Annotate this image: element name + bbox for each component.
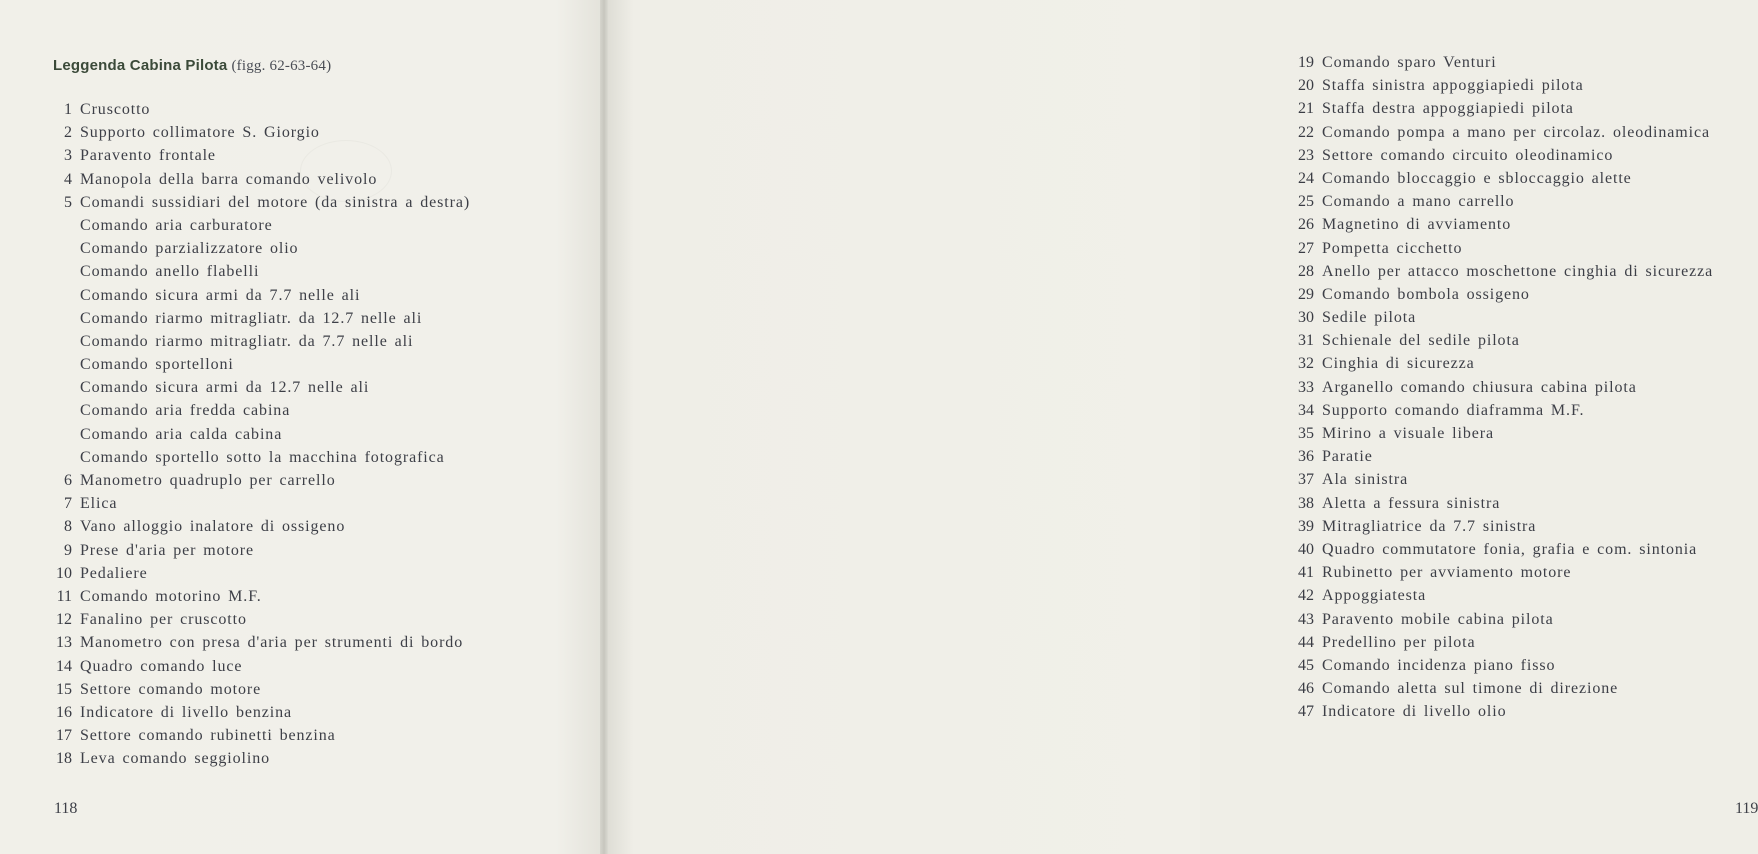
legend-item bbox=[1282, 561, 1713, 584]
legend-item bbox=[1282, 677, 1713, 700]
legend-item-number: 19 bbox=[1298, 54, 1314, 71]
legend-item-text: Cinghia di sicurezza bbox=[1322, 355, 1475, 373]
legend-item bbox=[1282, 329, 1713, 352]
legend-item-text: Settore comando motore bbox=[80, 680, 262, 698]
legend-item bbox=[1282, 700, 1713, 723]
legend-item-number: 3 bbox=[64, 147, 72, 165]
legend-item bbox=[1282, 515, 1713, 538]
legend-item bbox=[44, 168, 470, 191]
legend-item-number: 7 bbox=[64, 495, 72, 513]
legend-item bbox=[1282, 584, 1713, 607]
legend-item-number: 46 bbox=[1298, 680, 1314, 698]
legend-item bbox=[1282, 445, 1713, 468]
legend-item-text: Comando pompa a mano per circolaz. oleodinamica bbox=[1322, 123, 1710, 141]
legend-item-text: Manopola della barra comando velivolo bbox=[80, 170, 378, 188]
legend-item bbox=[44, 399, 470, 422]
legend-list-left bbox=[44, 98, 470, 770]
page-number-left: 118 bbox=[54, 800, 78, 817]
legend-item-text: Comando incidenza piano fisso bbox=[1322, 656, 1556, 674]
legend-item-number: 36 bbox=[1298, 448, 1314, 466]
legend-item-text: Elica bbox=[80, 495, 118, 513]
legend-item bbox=[1282, 631, 1713, 654]
legend-item-number: 4 bbox=[64, 170, 72, 188]
legend-item bbox=[1282, 237, 1713, 260]
legend-item bbox=[44, 191, 470, 214]
legend-item bbox=[44, 260, 470, 283]
legend-item-number: 8 bbox=[64, 518, 72, 536]
legend-item bbox=[44, 307, 470, 330]
legend-item-text: Staffa sinistra appoggiapiedi pilota bbox=[1322, 77, 1584, 95]
legend-item-text: Magnetino di avviamento bbox=[1322, 216, 1512, 234]
legend-item-text: Comandi sussidiari del motore (da sinistra a destra) bbox=[80, 193, 471, 211]
legend-item bbox=[1282, 654, 1713, 677]
legend-item-text: Quadro commutatore fonia, grafia e com. sintonia bbox=[1322, 540, 1698, 558]
legend-heading bbox=[53, 57, 331, 75]
legend-item-number: 35 bbox=[1298, 425, 1314, 442]
legend-item-text: Fanalino per cruscotto bbox=[80, 611, 247, 629]
legend-item bbox=[44, 469, 470, 492]
legend-item-text: Prese d'aria per motore bbox=[80, 541, 254, 559]
legend-item-number: 12 bbox=[56, 611, 72, 629]
legend-item-number: 22 bbox=[1298, 123, 1314, 141]
legend-item-number: 41 bbox=[1298, 564, 1314, 582]
legend-item bbox=[44, 353, 470, 376]
legend-item-number: 33 bbox=[1298, 378, 1314, 396]
legend-item-text: Indicatore di livello benzina bbox=[80, 703, 293, 721]
legend-item-number: 23 bbox=[1298, 146, 1314, 164]
legend-item bbox=[1282, 608, 1713, 631]
legend-item-text: Settore comando circuito oleodinamico bbox=[1322, 146, 1614, 164]
legend-item-text: Manometro con presa d'aria per strumenti di bordo bbox=[80, 634, 464, 652]
legend-item bbox=[1282, 74, 1713, 97]
legend-item-text: Comando bombola ossigeno bbox=[1322, 285, 1530, 303]
legend-item-number: 21 bbox=[1298, 100, 1314, 118]
legend-item-text: Mirino a visuale libera bbox=[1322, 425, 1494, 442]
legend-item bbox=[1282, 167, 1713, 190]
legend-item-text: Comando aria carburatore bbox=[80, 216, 273, 234]
legend-item bbox=[1282, 306, 1713, 329]
legend-item-text: Settore comando rubinetti benzina bbox=[80, 727, 336, 745]
right-page bbox=[604, 0, 1758, 854]
legend-item-text: Arganello comando chiusura cabina pilota bbox=[1322, 378, 1637, 396]
legend-item-text: Comando a mano carrello bbox=[1322, 193, 1515, 211]
legend-item bbox=[44, 121, 470, 144]
legend-item-text: Paravento mobile cabina pilota bbox=[1322, 610, 1554, 628]
legend-item-number: 24 bbox=[1298, 169, 1314, 187]
legend-item bbox=[1282, 422, 1713, 445]
legend-item bbox=[44, 446, 470, 469]
legend-item bbox=[44, 747, 470, 770]
legend-item-text: Anello per attacco moschettone cinghia di sicurezza bbox=[1322, 262, 1714, 280]
book-gutter bbox=[600, 0, 608, 854]
legend-item-number: 42 bbox=[1298, 587, 1314, 605]
legend-item bbox=[1282, 352, 1713, 375]
legend-item bbox=[44, 655, 470, 678]
legend-item-text: Quadro comando luce bbox=[80, 657, 243, 675]
legend-item-text: Comando sportello sotto la macchina fotografica bbox=[80, 448, 445, 466]
legend-item-text: Ala sinistra bbox=[1322, 471, 1409, 489]
legend-item-number: 16 bbox=[56, 703, 72, 721]
legend-item-number: 45 bbox=[1298, 656, 1314, 674]
legend-item-text: Comando aria fredda cabina bbox=[80, 402, 291, 420]
legend-item-text: Predellino per pilota bbox=[1322, 633, 1476, 651]
legend-item bbox=[44, 284, 470, 307]
legend-item bbox=[44, 214, 470, 237]
legend-item-number: 37 bbox=[1298, 471, 1314, 489]
legend-item-text: Comando sportelloni bbox=[80, 356, 234, 374]
legend-item bbox=[1282, 538, 1713, 561]
legend-item-text: Indicatore di livello olio bbox=[1322, 703, 1507, 721]
legend-item-number: 18 bbox=[56, 750, 72, 768]
legend-item-number: 14 bbox=[56, 657, 72, 675]
legend-item-number: 32 bbox=[1298, 355, 1314, 373]
legend-item-number: 5 bbox=[64, 193, 72, 211]
legend-item-text: Pompetta cicchetto bbox=[1322, 239, 1463, 257]
legend-item-number: 13 bbox=[56, 634, 72, 652]
legend-item-number: 11 bbox=[56, 587, 72, 605]
legend-item-number: 1 bbox=[64, 101, 72, 118]
legend-item bbox=[44, 585, 470, 608]
legend-item bbox=[1282, 260, 1713, 283]
legend-item-number: 25 bbox=[1298, 193, 1314, 211]
legend-item-text: Vano alloggio inalatore di ossigeno bbox=[80, 518, 346, 536]
legend-item bbox=[1282, 283, 1713, 306]
page-number-right: 119 bbox=[1735, 800, 1758, 817]
legend-item-text: Comando parzializzatore olio bbox=[80, 240, 299, 258]
legend-item bbox=[44, 98, 470, 121]
legend-item-text: Appoggiatesta bbox=[1322, 587, 1427, 605]
legend-item-number: 40 bbox=[1298, 540, 1314, 558]
legend-item bbox=[1282, 121, 1713, 144]
legend-item-text: Manometro quadruplo per carrello bbox=[80, 472, 336, 489]
legend-item bbox=[44, 423, 470, 446]
legend-item bbox=[1282, 190, 1713, 213]
legend-item bbox=[44, 376, 470, 399]
legend-item bbox=[1282, 144, 1713, 167]
legend-item bbox=[44, 144, 470, 167]
legend-item bbox=[44, 724, 470, 747]
legend-item bbox=[1282, 468, 1713, 491]
legend-item-text: Pedaliere bbox=[80, 564, 148, 582]
legend-figures-ref: (figg. 62-63-64) bbox=[231, 58, 332, 74]
legend-item-text: Comando sicura armi da 7.7 nelle ali bbox=[80, 286, 361, 304]
legend-item-text: Schienale del sedile pilota bbox=[1322, 332, 1520, 350]
legend-item-number: 15 bbox=[56, 680, 72, 698]
legend-item-text: Cruscotto bbox=[80, 101, 151, 118]
legend-item-number: 26 bbox=[1298, 216, 1314, 234]
legend-item-number: 27 bbox=[1298, 239, 1314, 257]
legend-item bbox=[1282, 492, 1713, 515]
legend-item-number: 2 bbox=[64, 124, 72, 142]
legend-item-number: 6 bbox=[64, 472, 72, 489]
legend-item-text: Mitragliatrice da 7.7 sinistra bbox=[1322, 517, 1537, 535]
legend-item-text: Comando sicura armi da 12.7 nelle ali bbox=[80, 379, 370, 397]
legend-item bbox=[1282, 97, 1713, 120]
legend-item bbox=[44, 631, 470, 654]
legend-item-text: Aletta a fessura sinistra bbox=[1322, 494, 1501, 512]
legend-item bbox=[1282, 51, 1713, 74]
legend-item-text: Staffa destra appoggiapiedi pilota bbox=[1322, 100, 1574, 118]
legend-item-number: 17 bbox=[56, 727, 72, 745]
legend-item-number: 44 bbox=[1298, 633, 1314, 651]
legend-item bbox=[44, 330, 470, 353]
legend-item-text: Comando aria calda cabina bbox=[80, 425, 283, 443]
legend-item bbox=[44, 237, 470, 260]
legend-item-text: Supporto collimatore S. Giorgio bbox=[80, 124, 320, 142]
legend-item-number: 31 bbox=[1298, 332, 1314, 350]
legend-item-number: 29 bbox=[1298, 285, 1314, 303]
legend-item-text: Comando sparo Venturi bbox=[1322, 54, 1497, 71]
legend-item-number: 20 bbox=[1298, 77, 1314, 95]
legend-item-number: 47 bbox=[1298, 703, 1314, 721]
legend-item-number: 43 bbox=[1298, 610, 1314, 628]
legend-item bbox=[44, 539, 470, 562]
legend-item-number: 30 bbox=[1298, 309, 1314, 327]
legend-item bbox=[1282, 376, 1713, 399]
legend-item bbox=[1282, 213, 1713, 236]
legend-item-number: 10 bbox=[56, 564, 72, 582]
legend-item-text: Comando motorino M.F. bbox=[80, 587, 262, 605]
legend-item-text: Rubinetto per avviamento motore bbox=[1322, 564, 1572, 582]
legend-item-text: Comando riarmo mitragliatr. da 12.7 nelle ali bbox=[80, 309, 423, 327]
legend-item-number: 39 bbox=[1298, 517, 1314, 535]
legend-item bbox=[44, 492, 470, 515]
legend-item bbox=[44, 515, 470, 538]
legend-list-right bbox=[1282, 51, 1713, 723]
legend-item-number: 28 bbox=[1298, 262, 1314, 280]
legend-item-text: Comando anello flabelli bbox=[80, 263, 260, 281]
legend-item-text: Comando bloccaggio e sbloccaggio alette bbox=[1322, 169, 1632, 187]
legend-item-text: Supporto comando diaframma M.F. bbox=[1322, 401, 1585, 419]
legend-item bbox=[44, 678, 470, 701]
legend-item bbox=[44, 562, 470, 585]
legend-item-text: Paravento frontale bbox=[80, 147, 216, 165]
legend-item-text: Sedile pilota bbox=[1322, 309, 1417, 327]
legend-item-text: Leva comando seggiolino bbox=[80, 750, 270, 768]
legend-item-number: 9 bbox=[64, 541, 72, 559]
legend-item-number: 38 bbox=[1298, 494, 1314, 512]
left-page bbox=[0, 0, 604, 854]
legend-item-text: Comando riarmo mitragliatr. da 7.7 nelle ali bbox=[80, 332, 414, 350]
legend-item bbox=[44, 608, 470, 631]
legend-title: Leggenda Cabina Pilota bbox=[53, 57, 228, 74]
legend-item-number: 34 bbox=[1298, 401, 1314, 419]
legend-item-text: Comando aletta sul timone di direzione bbox=[1322, 680, 1619, 698]
legend-item-text: Paratie bbox=[1322, 448, 1373, 466]
legend-item bbox=[44, 701, 470, 724]
legend-item bbox=[1282, 399, 1713, 422]
